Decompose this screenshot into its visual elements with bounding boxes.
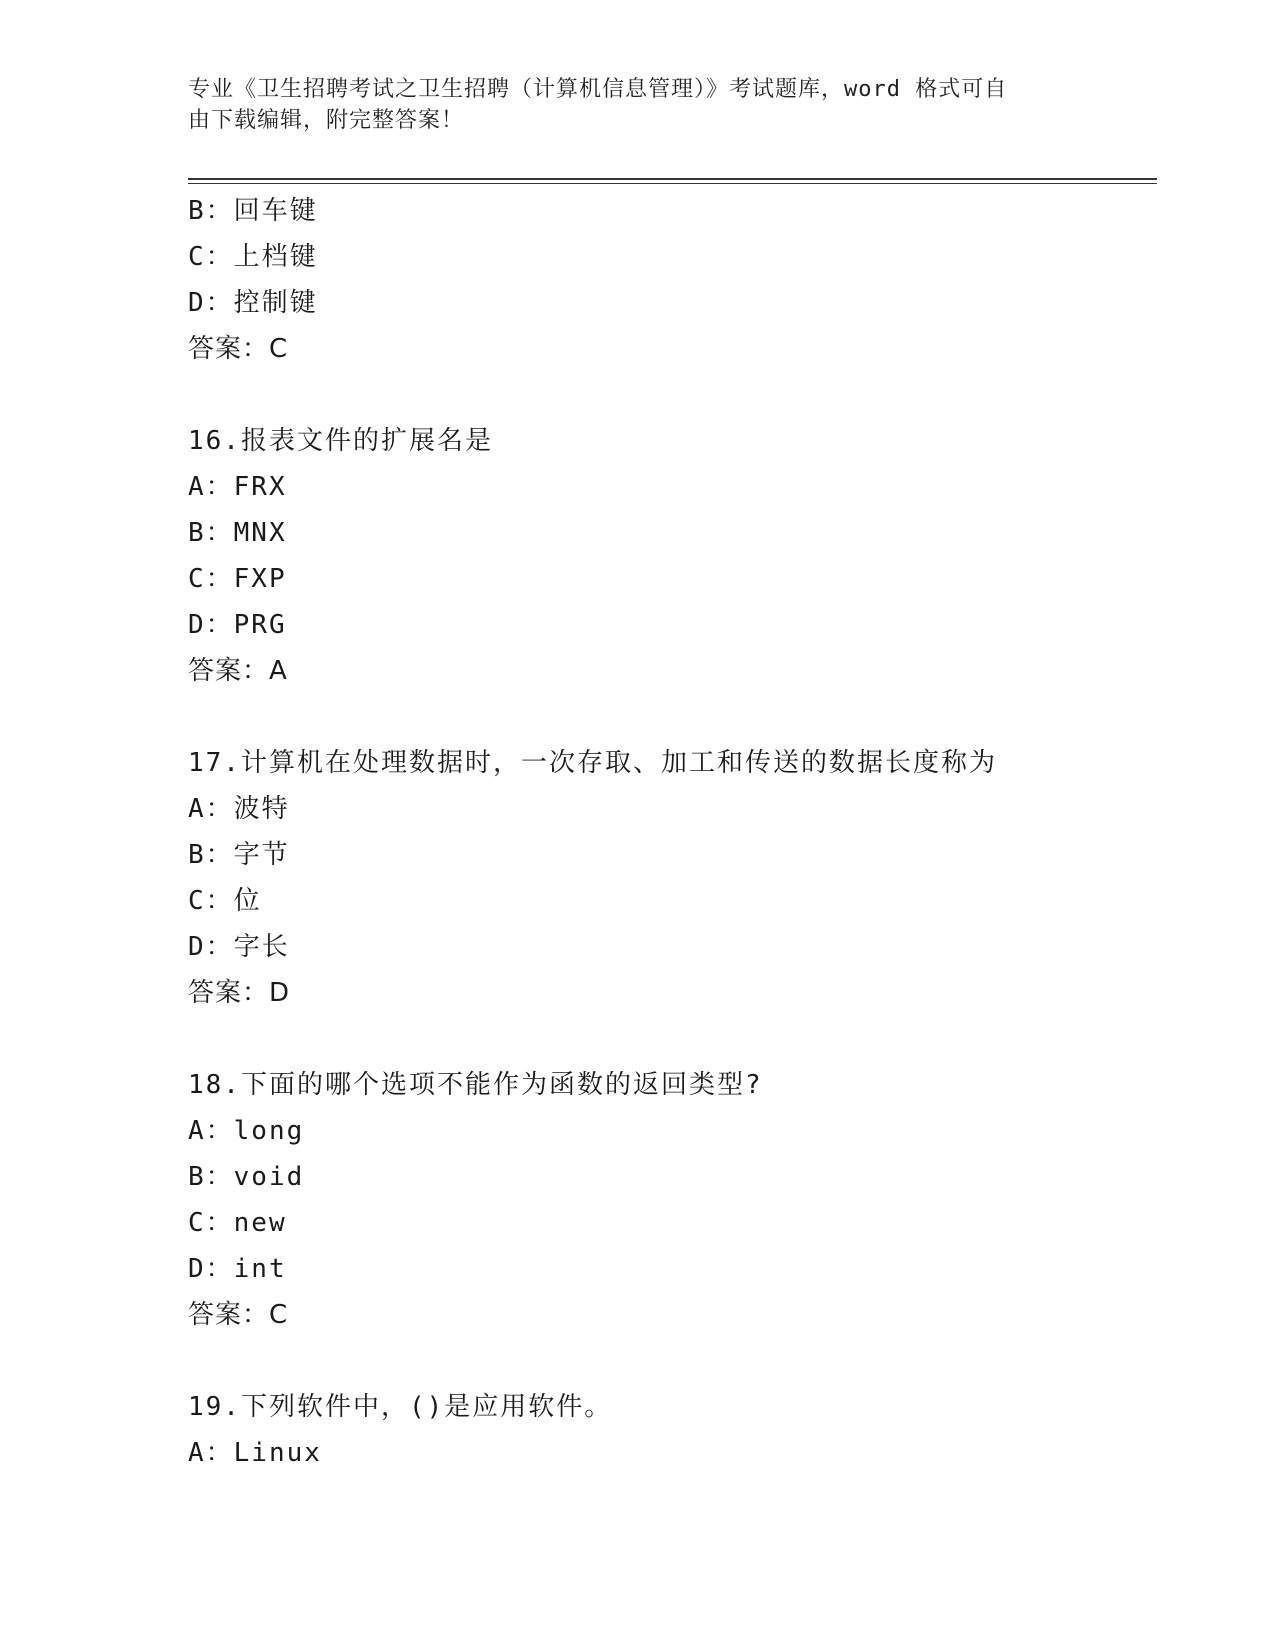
- header-line-2: 由下载编辑，附完整答案！: [188, 108, 465, 133]
- option-c: C：new: [188, 1208, 287, 1238]
- option-c: C：位: [188, 886, 262, 916]
- option-d: D：PRG: [188, 610, 287, 640]
- question-title: 19.下列软件中，()是应用软件。: [188, 1392, 613, 1422]
- question-15-continued: [188, 188, 1148, 372]
- option-d: D：int: [188, 1254, 287, 1284]
- option-b: B：void: [188, 1162, 305, 1192]
- header-line-1: 专业《卫生招聘考试之卫生招聘（计算机信息管理）》考试题库，word 格式可自: [188, 77, 1008, 102]
- header-divider-thin: [188, 183, 1157, 184]
- question-16: [188, 418, 1148, 694]
- answer-line: 答案：C: [188, 1300, 289, 1330]
- option-a: A：long: [188, 1116, 305, 1146]
- option-c: C：FXP: [188, 564, 287, 594]
- option-a: A：FRX: [188, 472, 287, 502]
- question-19: [188, 1384, 1148, 1476]
- option-a: A：波特: [188, 794, 290, 824]
- question-title: 17.计算机在处理数据时，一次存取、加工和传送的数据长度称为: [188, 748, 997, 778]
- option-b: B：回车键: [188, 196, 318, 226]
- option-c: C：上档键: [188, 242, 318, 272]
- option-a: A：Linux: [188, 1438, 322, 1468]
- question-list: [188, 188, 1148, 1476]
- document-header: [188, 74, 1088, 136]
- question-18: [188, 1062, 1148, 1338]
- question-spacer: [188, 1016, 1148, 1062]
- answer-line: 答案：D: [188, 978, 291, 1008]
- answer-line: 答案：C: [188, 334, 289, 364]
- question-spacer: [188, 372, 1148, 418]
- option-b: B：MNX: [188, 518, 287, 548]
- option-b: B：字节: [188, 840, 290, 870]
- question-spacer: [188, 1338, 1148, 1384]
- option-d: D：字长: [188, 932, 290, 962]
- question-17: [188, 740, 1148, 1016]
- question-spacer: [188, 694, 1148, 740]
- answer-line: 答案：A: [188, 656, 288, 686]
- question-title: 18.下面的哪个选项不能作为函数的返回类型?: [188, 1070, 763, 1100]
- question-title: 16.报表文件的扩展名是: [188, 426, 493, 456]
- header-divider-thick: [188, 178, 1157, 180]
- option-d: D：控制键: [188, 288, 318, 318]
